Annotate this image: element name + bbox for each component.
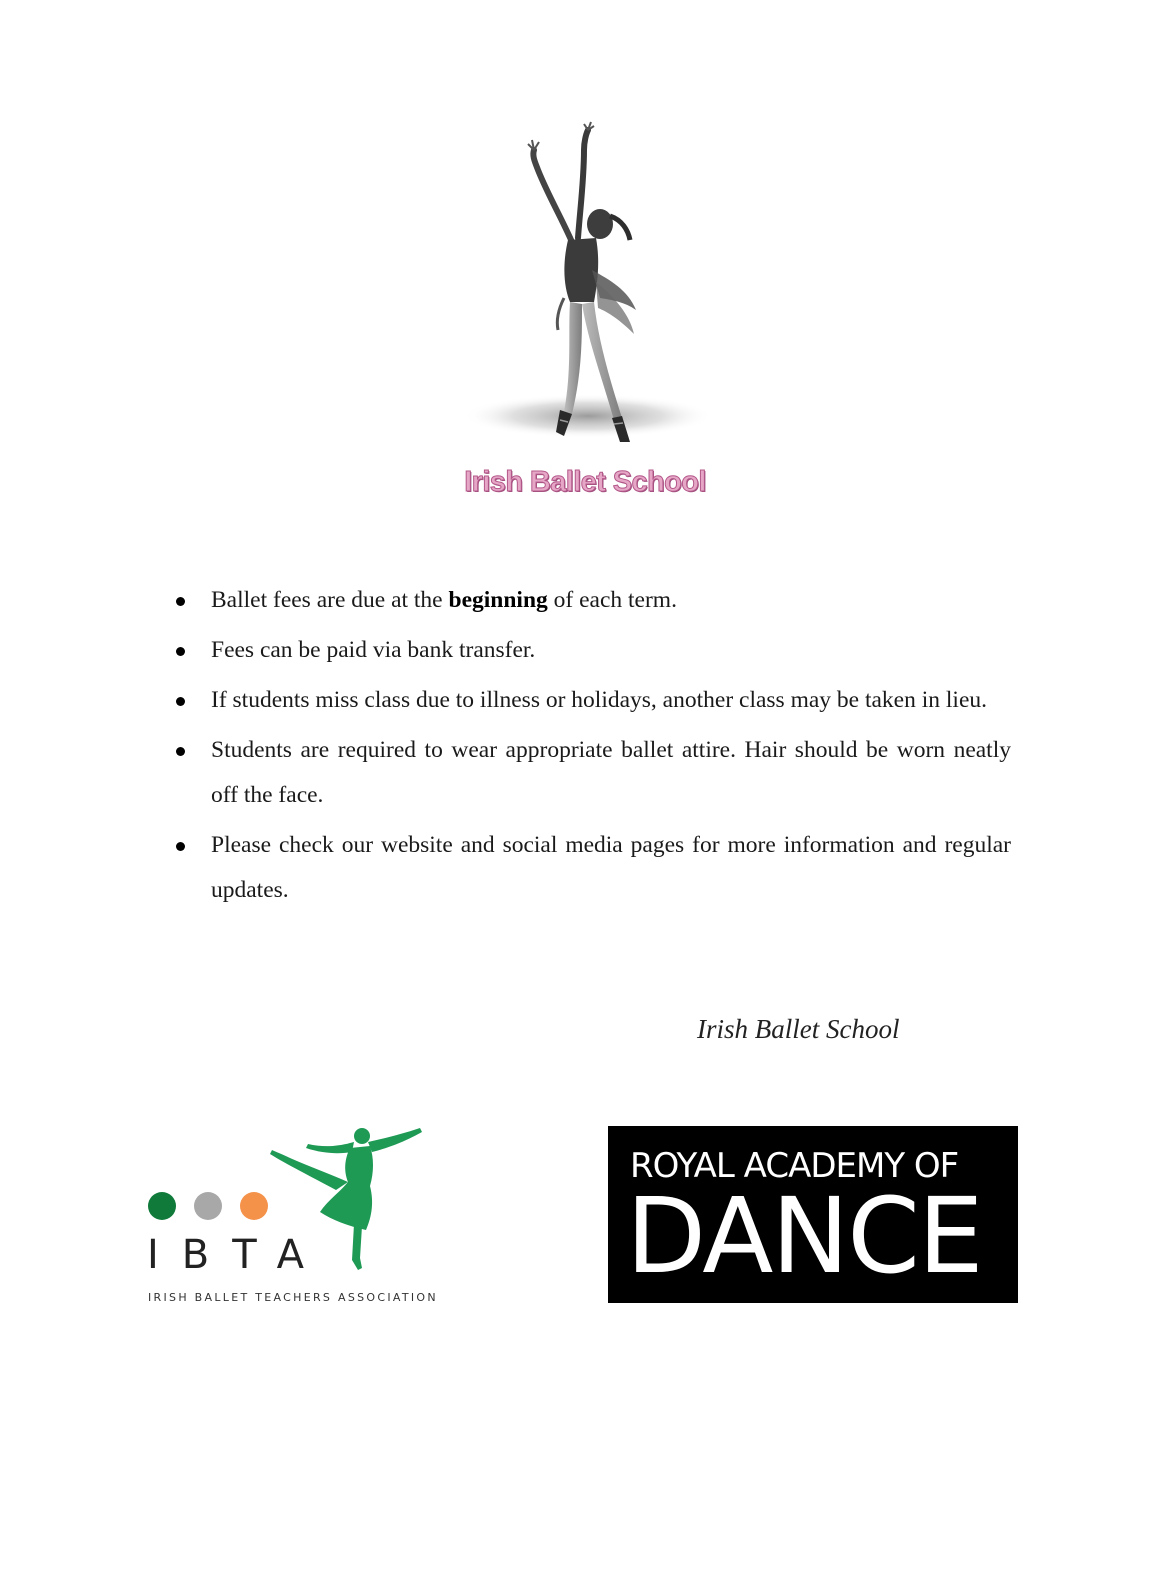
ballerina-illustration bbox=[460, 120, 720, 455]
list-item: Ballet fees are due at the beginning of each term. bbox=[211, 578, 1011, 623]
rad-top-line: ROYAL ACADEMY OF bbox=[630, 1146, 959, 1186]
ibta-tagline: IRISH BALLET TEACHERS ASSOCIATION bbox=[148, 1291, 438, 1304]
rad-logo bbox=[608, 1126, 1018, 1303]
school-logo-text: Irish Ballet School bbox=[464, 466, 706, 498]
ibta-graphic bbox=[140, 1120, 440, 1310]
bullet-icon bbox=[176, 842, 185, 851]
list-item: If students miss class due to illness or holidays, another class may be taken in lieu. bbox=[211, 678, 1011, 723]
green-dot-icon bbox=[148, 1192, 176, 1220]
bullet-icon bbox=[176, 697, 185, 706]
bullet-icon bbox=[176, 647, 185, 656]
rad-dance-word: DANCE bbox=[626, 1175, 982, 1297]
bullet-icon bbox=[176, 747, 185, 756]
signature: Irish Ballet School bbox=[697, 1014, 900, 1044]
list-item: Please check our website and social media pages for more information and regular updates. bbox=[211, 823, 1011, 913]
ibta-logo bbox=[140, 1120, 440, 1310]
list-item: Fees can be paid via bank transfer. bbox=[211, 628, 1011, 673]
bullet-icon bbox=[176, 597, 185, 606]
rules-list bbox=[211, 578, 1011, 918]
ibta-letters: IBTA bbox=[147, 1232, 327, 1278]
orange-dot-icon bbox=[240, 1192, 268, 1220]
list-item: Students are required to wear appropriate ballet attire. Hair should be worn neatly off the face. bbox=[211, 728, 1011, 818]
grey-dot-icon bbox=[194, 1192, 222, 1220]
